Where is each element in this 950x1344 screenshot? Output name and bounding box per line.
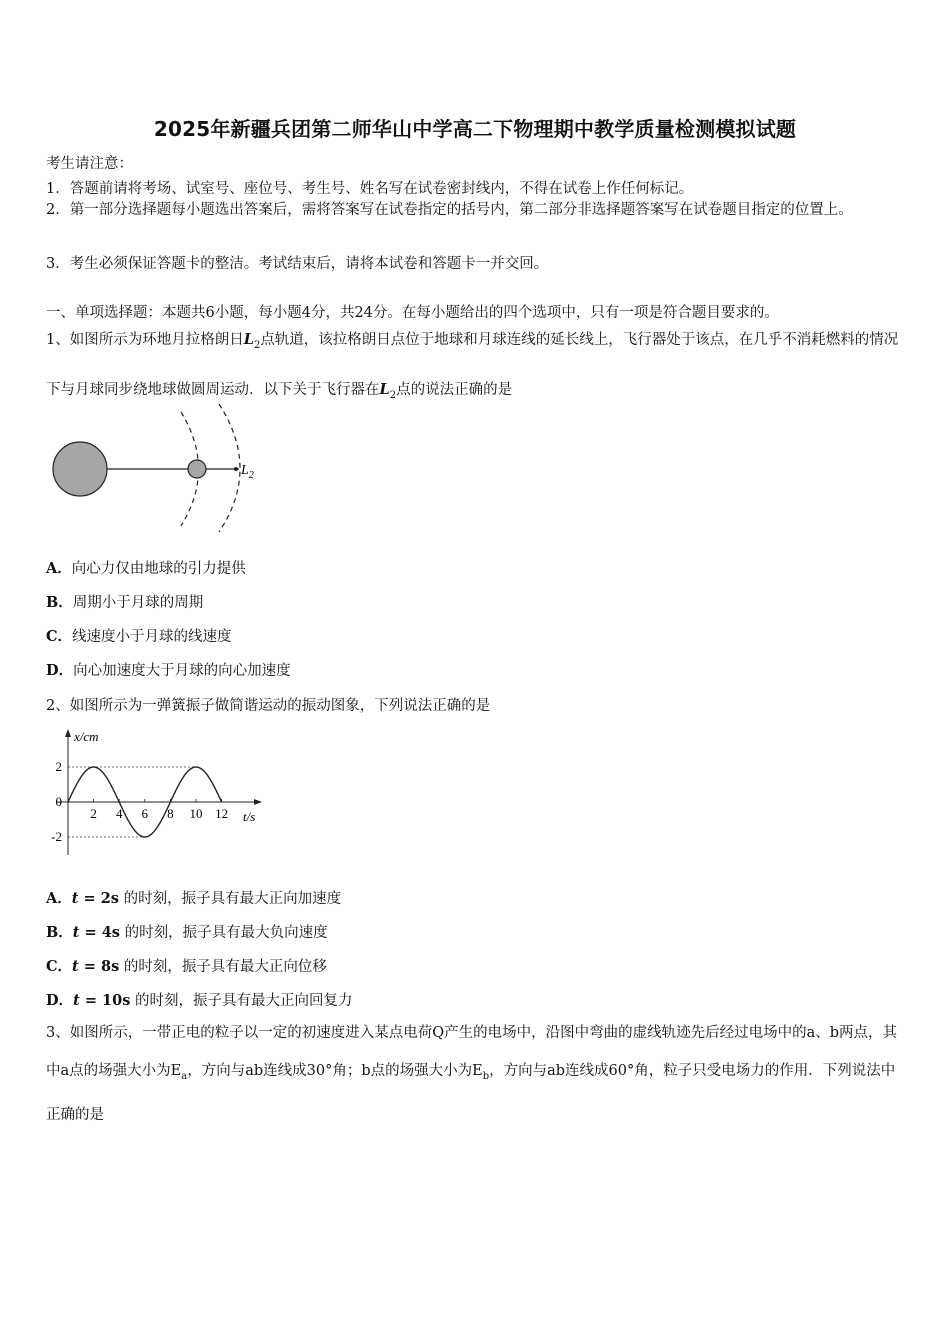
q2-option-c: C．t = 8s 的时刻，振子具有最大正向位移 <box>46 958 327 975</box>
x-tick-label: 2 <box>90 806 97 821</box>
x-tick-label: 8 <box>167 806 174 821</box>
q1-option-a: A．向心力仅由地球的引力提供 <box>46 560 246 577</box>
l2-label: $L_2$ <box>241 463 254 481</box>
page-title: 2025年新疆兵团第二师华山中学高二下物理期中教学质量检测模拟试题 <box>153 117 797 141</box>
x-axis-label: t/s <box>243 809 256 824</box>
y-axis-label: x/cm <box>74 729 99 744</box>
x-axis-arrow <box>254 799 262 805</box>
notice-item-3: 3．考生必须保证答题卡的整洁。考试结束后，请将本试卷和答题卡一并交回。 <box>46 256 549 272</box>
q2-option-b: B．t = 4s 的时刻，振子具有最大负向速度 <box>46 924 328 941</box>
y-tick-label: -2 <box>51 829 62 844</box>
earth-icon <box>53 442 107 496</box>
q2-stem: 2、如图所示为一弹簧振子做简谐运动的振动图象，下列说法正确的是 <box>46 698 491 714</box>
notice-item-1: 1．答题前请将考场、试室号、座位号、考生号、姓名写在试卷密封线内，不得在试卷上作任何标记。 <box>46 181 694 197</box>
section-heading: 一、单项选择题：本题共6小题，每小题4分，共24分。在每小题给出的四个选项中，只有一项是符合题目要求的。 <box>46 305 779 321</box>
q1-option-d: D．向心加速度大于月球的向心加速度 <box>46 662 291 679</box>
notice-item-2: 2．第一部分选择题每小题选出答案后，需将答案写在试卷指定的括号内，第二部分非选择题答案写在试卷题目指定的位置上。 <box>46 202 853 218</box>
earth-moon-l2-figure <box>46 400 276 535</box>
q1-option-b: B．周期小于月球的周期 <box>46 594 204 611</box>
q3-stem: 3、如图所示，一带正电的粒子以一定的初速度进入某点电荷Q产生的电场中，沿图中弯曲的虚线轨迹先后经过电场中的a、b两点，其中a点的场强大小为$E_a$，方向与ab连线成30°角；b点的场强大小为$E_b$，方向与ab连线成60°角，粒子只受电场力的作用．下列说法中正确的是 <box>46 1025 898 1123</box>
q1-stem: 1、如图所示为环地月拉格朗日$L_2$点轨道，该拉格朗日点位于地球和月球连线的延长线上，飞行器处于该点，在几乎不消耗燃料的情况下与月球同步绕地球做圆周运动．以下关于飞行器在$L_2$点的说法正确的是 <box>46 331 899 401</box>
x-tick-label: 4 <box>115 806 123 821</box>
q2-option-a: A．t = 2s 的时刻，振子具有最大正向加速度 <box>46 890 342 907</box>
x-tick-label: 10 <box>189 806 203 821</box>
moon-icon <box>188 460 206 478</box>
q2-option-d: D．t = 10s 的时刻，振子具有最大正向回复力 <box>46 992 353 1009</box>
x-tick-label: 6 <box>141 806 149 821</box>
x-tick-label: 12 <box>215 806 229 821</box>
vibration-chart <box>46 727 271 862</box>
notice-heading: 考生请注意： <box>46 156 133 172</box>
y-axis-arrow <box>65 729 71 737</box>
q1-option-c: C．线速度小于月球的线速度 <box>46 628 232 645</box>
y-tick-label: 2 <box>55 759 62 774</box>
l2-point <box>234 467 238 471</box>
y-tick-label: 0 <box>55 794 62 809</box>
